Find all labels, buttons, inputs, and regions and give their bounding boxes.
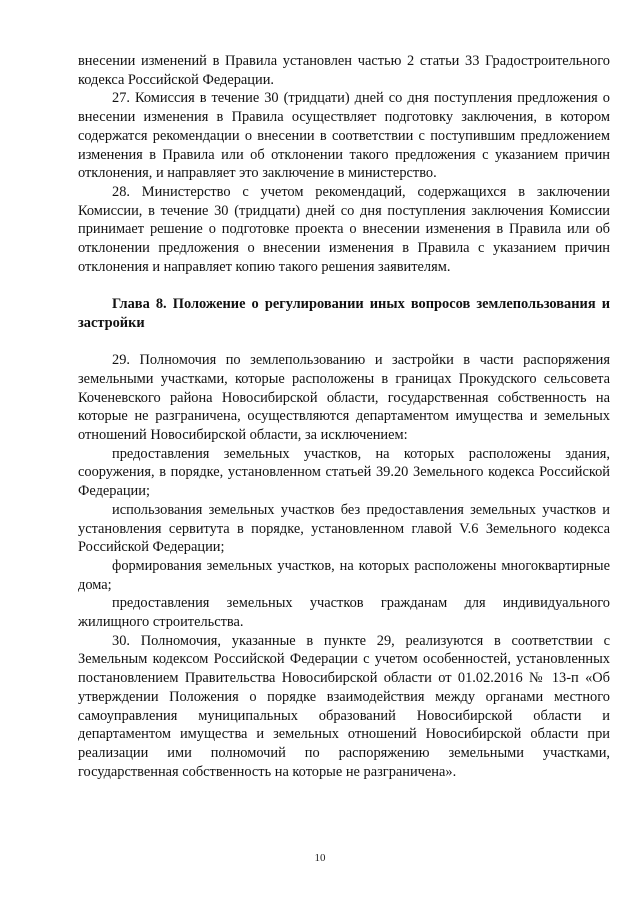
page-number: 10 bbox=[314, 852, 326, 864]
list-item-servitude: использования земельных участков без предоставления земельных участков и установления сервитута в порядке, установленном главой V.6 Земельного кодекса Российской Федерации; bbox=[78, 501, 610, 556]
list-item-individual-housing: предоставления земельных участков гражданам для индивидуального жилищного строительства. bbox=[78, 595, 610, 631]
spacer bbox=[78, 276, 610, 295]
paragraph-continuation: внесении изменений в Правила установлен частью 2 статьи 33 Градостроительного кодекса Российской Федерации. bbox=[78, 53, 610, 88]
paragraph-27: 27. Комиссия в течение 30 (тридцати) дней со дня поступления предложения о внесении изменения в Правила осуществляет подготовку заключения, в котором содержатся рекомендации о внесении в соответствии с поступившим предложением изменения в Правила или об отклонении такого предложения с указанием причин отклонения, и направляет это заключение в министерство. bbox=[78, 90, 610, 182]
paragraph-30: 30. Полномочия, указанные в пункте 29, реализуются в соответствии с Земельным кодексом Российской Федерации с учетом особенностей, установленных постановлением Правительства Новосибирской области от 01.02.2016 № 13-п «Об утверждении Положения о порядке взаимодействия между органами местного самоуправления муниципальных образований Новосибирской области и департаментом имущества и земельных отношений Новосибирской области при реализации ими полномочий по распоряжению земельными участками, государственная собственность на которые не разграничена». bbox=[78, 632, 610, 780]
paragraph-28: 28. Министерство с учетом рекомендаций, содержащихся в заключении Комиссии, в течение 30 (тридцати) дней со дня поступления заключения Комиссии принимает решение о подготовке проекта о внесении изменения в Правила или об отклонении предложения о внесении изменения в Правила с указанием причин отклонения и направляет копию такого решения заявителям. bbox=[78, 183, 610, 275]
document-page bbox=[78, 52, 610, 781]
list-item-apartment-buildings: формирования земельных участков, на которых расположены многоквартирные дома; bbox=[78, 557, 610, 593]
paragraph-29: 29. Полномочия по землепользованию и застройки в части распоряжения земельными участками, которые расположены в границах Прокудского сельсовета Коченевского района Новосибирской области, государственная собственность на которые не разграничена, осуществляются департаментом имущества и земельных отношений Новосибирской области, за исключением: bbox=[78, 352, 610, 444]
spacer bbox=[78, 333, 610, 352]
list-item-buildings: предоставления земельных участков, на которых расположены здания, сооружения, в порядке, установленном статьей 39.20 Земельного кодекса Российской Федерации; bbox=[78, 445, 610, 500]
chapter-title: Глава 8. Положение о регулировании иных вопросов землепользования и застройки bbox=[78, 296, 610, 331]
